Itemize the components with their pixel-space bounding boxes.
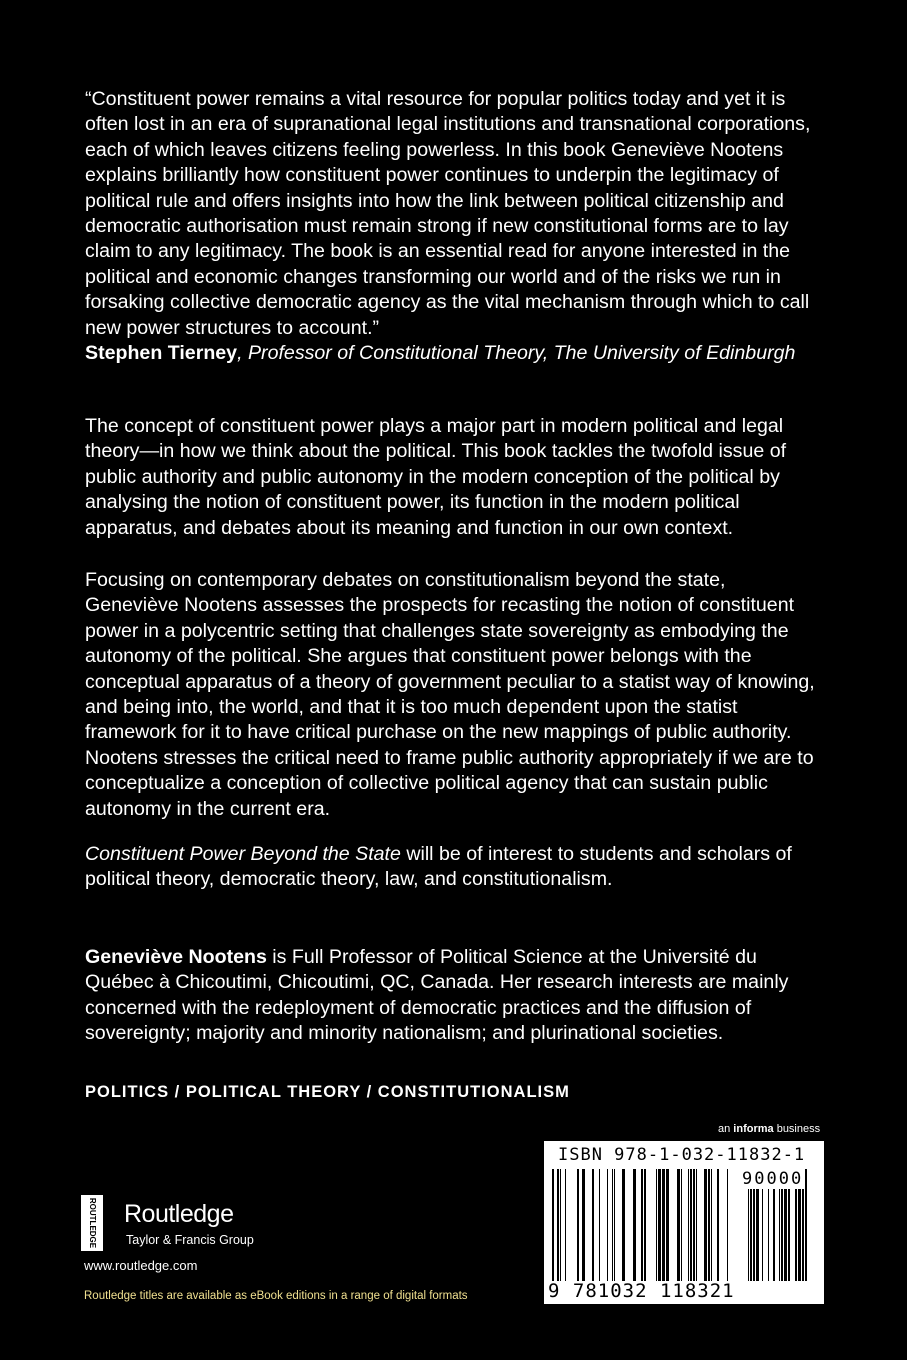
author-bio <box>85 945 815 1047</box>
barcode-bar <box>690 1169 692 1281</box>
barcode-bar <box>557 1169 559 1281</box>
endorser-title: , Professor of Constitutional Theory, The University of Edinburgh <box>237 342 796 365</box>
barcode-bar <box>658 1169 661 1281</box>
publisher-group: Taylor & Francis Group <box>126 1233 254 1247</box>
description-paragraph-1: The concept of constituent power plays a major part in modern political and legal theory—in how we think about the political. This book tackles the twofold issue of public authority and public autonomy in the modern conception of the political by analysing the notion of constituent power, its function in the modern political apparatus, and debates about its meaning and function in our own context. <box>85 415 787 539</box>
informa-tagline <box>718 1123 820 1135</box>
barcode-bar <box>644 1169 646 1281</box>
barcode-bar <box>607 1169 608 1281</box>
barcode-bar <box>696 1169 697 1281</box>
barcode-bar <box>681 1169 682 1281</box>
description-paragraph-3-text: will be of interest to students and scholars of political theory, democratic theory, law, and constitutionalism. <box>85 843 792 891</box>
informa-suffix: business <box>773 1123 821 1135</box>
description-paragraph-2: Focusing on contemporary debates on constitutionalism beyond the state, Geneviève Nootens assesses the prospects for recasting the notion of constituent power in a polycentric setting that challenges state sovereignty as embodying the autonomy of the political. She argues that constituent power belongs with the conceptual apparatus of a theory of government peculiar to a statist way of knowing, and being into, the world, and that it is too much dependent upon the statist framework for it to have critical purchase on the new mappings of public authority. Nootens stresses the critical need to frame public authority appropriately if we are to conceptualize a conception of collective political agency that can sustain public autonomy in the current era. <box>85 569 815 820</box>
barcode-bar <box>666 1169 669 1281</box>
endorsement-quote: “Constituent power remains a vital resource for popular politics today and yet it is often lost in an era of supranational legal institutions and transnational corporations, each of which leaves citizens feeling powerless. In this book Geneviève Nootens explains brilliantly how constituent power continues to underpin the legitimacy of political rule and offers insights into how the link between political citizenship and democratic authorisation must remain strong if new constitutional forms are to lay claim to any legitimacy. The book is an essential read for anyone interested in the political and economic changes transforming our world and of the risks we run in forsaking collective democratic agency as the vital mechanism through which to call new power structures to account.” <box>85 88 811 339</box>
endorsement <box>85 87 815 366</box>
barcode-bar <box>708 1169 710 1281</box>
barcode-bar <box>704 1169 707 1281</box>
book-title: Constituent Power Beyond the State <box>85 843 401 865</box>
subject-categories: POLITICS / POLITICAL THEORY / CONSTITUTIONALISM <box>85 1083 570 1101</box>
barcode-bar <box>693 1169 695 1281</box>
barcode-bar <box>662 1169 665 1281</box>
endorsement-attribution <box>85 341 815 366</box>
publisher-name: Routledge <box>124 1200 234 1228</box>
barcode-bar <box>677 1169 680 1281</box>
barcode-bar <box>717 1169 719 1281</box>
isbn-barcode <box>544 1141 824 1304</box>
endorser-name: Stephen Tierney <box>85 342 238 365</box>
barcode-bar <box>614 1169 615 1281</box>
informa-brand: informa <box>733 1123 774 1135</box>
barcode-bar <box>565 1169 566 1281</box>
barcode-bar <box>560 1169 561 1281</box>
barcode-bar <box>622 1169 625 1281</box>
barcode-bar <box>641 1169 643 1281</box>
ebook-note: Routledge titles are available as eBook editions in a range of digital formats <box>84 1290 468 1302</box>
barcode-bar <box>727 1169 728 1281</box>
ean-digits: 9 781032 118321 <box>548 1280 735 1302</box>
publisher-url: www.routledge.com <box>84 1258 198 1273</box>
routledge-logo-icon <box>81 1195 103 1251</box>
routledge-logo-text: ROUTLEDGE <box>87 1197 97 1249</box>
barcode-bar <box>633 1169 636 1281</box>
barcode-bar <box>552 1169 554 1281</box>
price-code: 90000 <box>742 1169 804 1189</box>
description-paragraph-3 <box>85 842 815 893</box>
barcode-bar <box>612 1169 613 1281</box>
barcode-bar <box>711 1169 712 1281</box>
isbn-label: ISBN 978-1-032-11832-1 <box>558 1145 806 1165</box>
barcode-bar <box>805 1169 807 1281</box>
barcode-bar <box>656 1169 657 1281</box>
barcode-bar <box>599 1169 600 1281</box>
barcode-bar <box>688 1169 689 1281</box>
barcode-bar <box>582 1169 585 1281</box>
informa-prefix: an <box>718 1123 734 1135</box>
barcode-bar <box>592 1169 594 1281</box>
author-bio-text: is Full Professor of Political Science at the Université du Québec à Chicoutimi, Chicoutimi, QC, Canada. Her research interests are mainly concerned with the redeployment of democratic practices and the diffusion of sovereignty; majority and minority nationalism; and plurinational societies. <box>85 946 789 1045</box>
author-name: Geneviève Nootens <box>85 946 267 968</box>
barcode-bar <box>577 1169 579 1281</box>
